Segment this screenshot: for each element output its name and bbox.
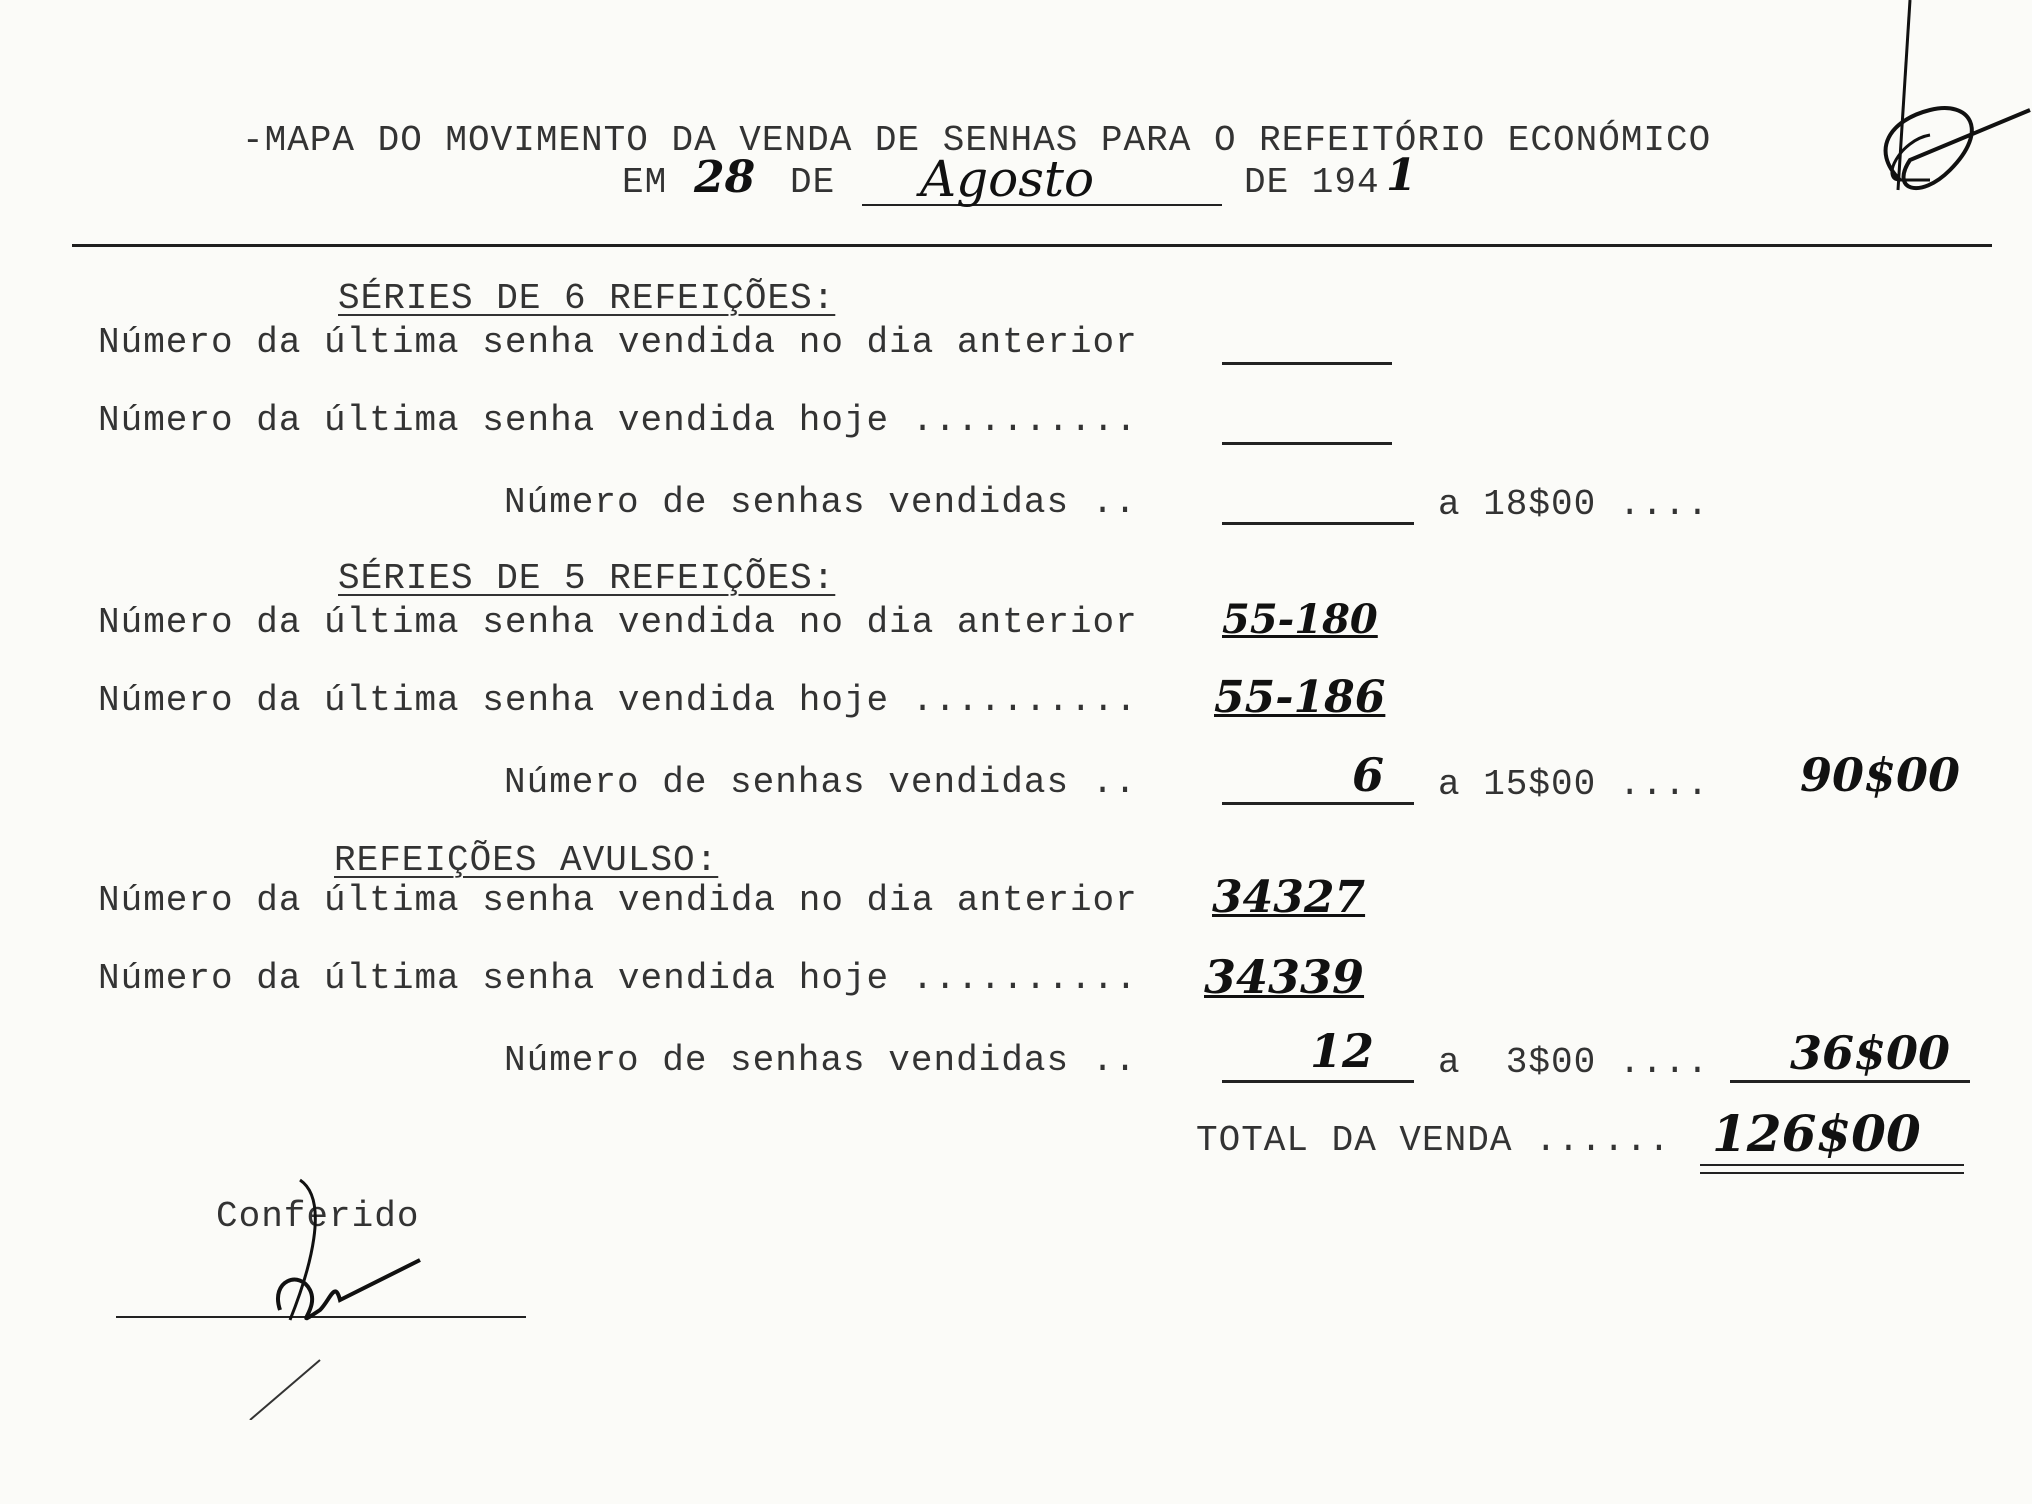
signature-mark-top bbox=[1780, 0, 2032, 230]
section2-today-value: 55-186 bbox=[1214, 672, 1386, 723]
section2-count-blank bbox=[1222, 802, 1414, 805]
document-title: -MAPA DO MOVIMENTO DA VENDA DE SENHAS PARA O REFEITÓRIO ECONÓMICO bbox=[242, 120, 1712, 161]
total-value: 126$00 bbox=[1712, 1104, 1921, 1163]
conferido-label: Conferido bbox=[216, 1196, 420, 1237]
header-rule bbox=[72, 244, 1992, 247]
date-prefix: EM bbox=[622, 162, 668, 203]
section-title-series-6: SÉRIES DE 6 REFEIÇÕES: bbox=[338, 278, 836, 319]
section1-prev-label: Número da última senha vendida no dia anterior bbox=[98, 322, 1138, 363]
section2-count-label: Número de senhas vendidas .. bbox=[504, 762, 1137, 803]
date-month: Agosto bbox=[920, 150, 1095, 208]
section3-today-label: Número da última senha vendida hoje .......... bbox=[98, 958, 1138, 999]
signature-mark-bottom bbox=[220, 1160, 540, 1420]
date-year-digit: 1 bbox=[1386, 150, 1417, 201]
section1-count-blank bbox=[1222, 522, 1414, 525]
section-title-avulso: REFEIÇÕES AVULSO: bbox=[334, 840, 719, 881]
section3-prev-value: 34327 bbox=[1212, 872, 1366, 923]
section2-today-label: Número da última senha vendida hoje .......... bbox=[98, 680, 1138, 721]
section2-amount: 90$00 bbox=[1800, 748, 1961, 802]
section3-price-label: a 3$00 .... bbox=[1438, 1042, 1710, 1083]
date-year-prefix: DE 194 bbox=[1244, 162, 1380, 203]
section3-count-value: 12 bbox=[1310, 1024, 1375, 1078]
section3-count-label: Número de senhas vendidas .. bbox=[504, 1040, 1137, 1081]
date-de-label: DE bbox=[790, 162, 836, 203]
section2-prev-value: 55-180 bbox=[1222, 596, 1378, 643]
section-title-series-5: SÉRIES DE 5 REFEIÇÕES: bbox=[338, 558, 836, 599]
section1-today-label: Número da última senha vendida hoje .......... bbox=[98, 400, 1138, 441]
section3-amount-blank bbox=[1730, 1080, 1970, 1083]
total-label: TOTAL DA VENDA ...... bbox=[1196, 1120, 1671, 1161]
total-underline-1 bbox=[1700, 1164, 1964, 1166]
section1-today-blank bbox=[1222, 442, 1392, 445]
section2-price-label: a 15$00 .... bbox=[1438, 764, 1710, 805]
section3-amount: 36$00 bbox=[1790, 1026, 1951, 1080]
total-underline-2 bbox=[1700, 1172, 1964, 1174]
section1-price-label: a 18$00 .... bbox=[1438, 484, 1710, 525]
section3-count-blank bbox=[1222, 1080, 1414, 1083]
section3-today-value: 34339 bbox=[1204, 950, 1365, 1004]
section3-prev-label: Número da última senha vendida no dia anterior bbox=[98, 880, 1138, 921]
section1-count-label: Número de senhas vendidas .. bbox=[504, 482, 1137, 523]
date-day: 28 bbox=[694, 152, 756, 203]
section2-prev-label: Número da última senha vendida no dia anterior bbox=[98, 602, 1138, 643]
section2-count-value: 6 bbox=[1352, 748, 1385, 802]
section1-prev-blank bbox=[1222, 362, 1392, 365]
